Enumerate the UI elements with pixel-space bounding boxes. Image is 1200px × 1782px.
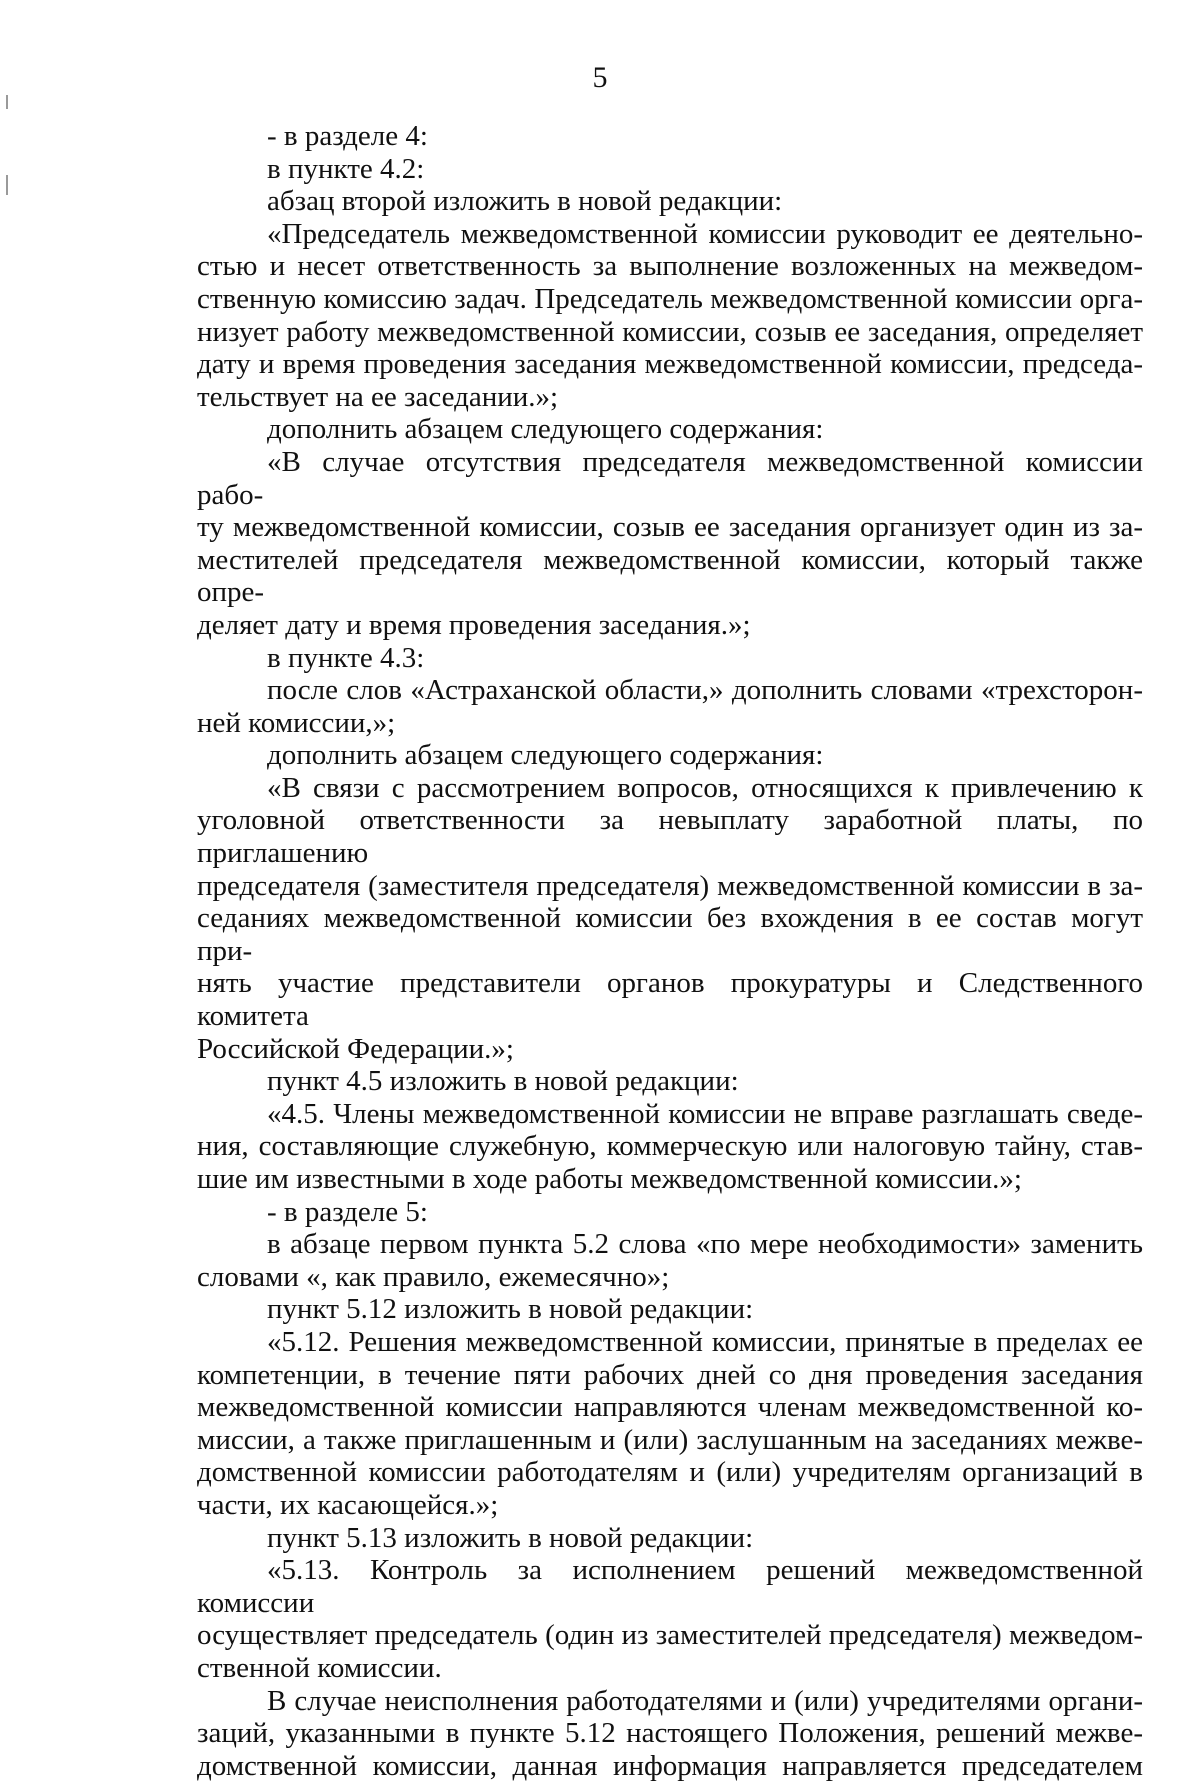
- text-line: В случае неисполнения работодателями и (или) учредителями органи-: [267, 1684, 1143, 1717]
- text-line: нять участие представители органов прокуратуры и Следственного комитета: [197, 967, 1143, 1033]
- document-body: [197, 120, 1143, 1782]
- text-line: стью и несет ответственность за выполнение возложенных на межведом-: [197, 250, 1143, 283]
- text-line: в пункте 4.2:: [267, 152, 425, 185]
- text-line: седаниях межведомственной комиссии без вхождения в ее состав могут при-: [197, 902, 1143, 967]
- text-line: дополнить абзацем следующего содержания:: [267, 739, 824, 772]
- text-line: словами «, как правило, ежемесячно»;: [197, 1260, 670, 1293]
- text-line: - в разделе 4:: [267, 120, 428, 152]
- text-line: домственной комиссии работодателям и (или) учредителям организаций в: [197, 1456, 1143, 1489]
- text-line: шие им известными в ходе работы межведомственной комиссии.»;: [197, 1163, 1022, 1195]
- text-line: после слов «Астраханской области,» дополнить словами «трехсторон-: [267, 674, 1143, 707]
- text-line: «Председатель межведомственной комиссии руководит ее деятельно-: [267, 217, 1143, 250]
- text-line: пункт 5.12 изложить в новой редакции:: [267, 1293, 754, 1326]
- text-line: дату и время проведения заседания межведомственной комиссии, председа-: [197, 348, 1143, 381]
- text-line: дополнить абзацем следующего содержания:: [267, 413, 824, 446]
- text-line: «4.5. Члены межведомственной комиссии не вправе разглашать сведе-: [267, 1097, 1143, 1130]
- scan-artifact: [6, 175, 8, 195]
- text-line: абзац второй изложить в новой редакции:: [267, 185, 783, 218]
- text-line: ственной комиссии.: [197, 1651, 442, 1684]
- text-line: в абзаце первом пункта 5.2 слова «по мере необходимости» заменить: [267, 1228, 1143, 1261]
- text-line: компетенции, в течение пяти рабочих дней со дня проведения заседания: [197, 1358, 1143, 1391]
- text-line: деляет дату и время проведения заседания.»;: [197, 608, 751, 641]
- text-line: ственную комиссию задач. Председатель межведомственной комиссии орга-: [197, 282, 1143, 315]
- text-line: межведомственной комиссии направляются членам межведомственной ко-: [197, 1391, 1143, 1424]
- text-line: - в разделе 5:: [267, 1195, 428, 1228]
- text-line: ней комиссии,»;: [197, 706, 396, 739]
- text-line: миссии, а также приглашенным и (или) заслушанным на заседаниях межве-: [197, 1423, 1143, 1456]
- text-line: «В связи с рассмотрением вопросов, относящихся к привлечению к: [267, 771, 1143, 804]
- text-line: «5.13. Контроль за исполнением решений межведомственной комиссии: [197, 1554, 1143, 1619]
- text-line: пункт 4.5 изложить в новой редакции:: [267, 1065, 739, 1098]
- text-line: «5.12. Решения межведомственной комиссии, принятые в пределах ее: [267, 1325, 1143, 1358]
- text-line: уголовной ответственности за невыплату заработной платы, по приглашению: [197, 804, 1143, 870]
- text-line: в пункте 4.3:: [267, 641, 425, 674]
- text-line: тельствует на ее заседании.»;: [197, 380, 559, 413]
- text-line: домственной комиссии, данная информация направляется председателем: [197, 1749, 1143, 1782]
- text-line: пункт 5.13 изложить в новой редакции:: [267, 1521, 754, 1554]
- text-line: заций, указанными в пункте 5.12 настоящего Положения, решений межве-: [197, 1717, 1143, 1750]
- text-line: Российской Федерации.»;: [197, 1032, 514, 1065]
- text-line: председателя (заместителя председателя) межведомственной комиссии в за-: [197, 869, 1143, 902]
- text-line: ту межведомственной комиссии, созыв ее заседания организует один из за-: [197, 511, 1143, 544]
- text-line: ния, составляющие служебную, коммерческую или налоговую тайну, став-: [197, 1130, 1143, 1163]
- text-line: осуществляет председатель (один из заместителей председателя) межведом-: [197, 1619, 1143, 1652]
- text-line: «В случае отсутствия председателя межведомственной комиссии рабо-: [197, 445, 1143, 511]
- text-line: местителей председателя межведомственной комиссии, который также опре-: [197, 543, 1143, 609]
- text-line: низует работу межведомственной комиссии, созыв ее заседания, определяет: [197, 315, 1143, 348]
- scan-artifact: [6, 95, 8, 109]
- text-line: части, их касающейся.»;: [197, 1488, 499, 1521]
- page-number: 5: [592, 61, 608, 94]
